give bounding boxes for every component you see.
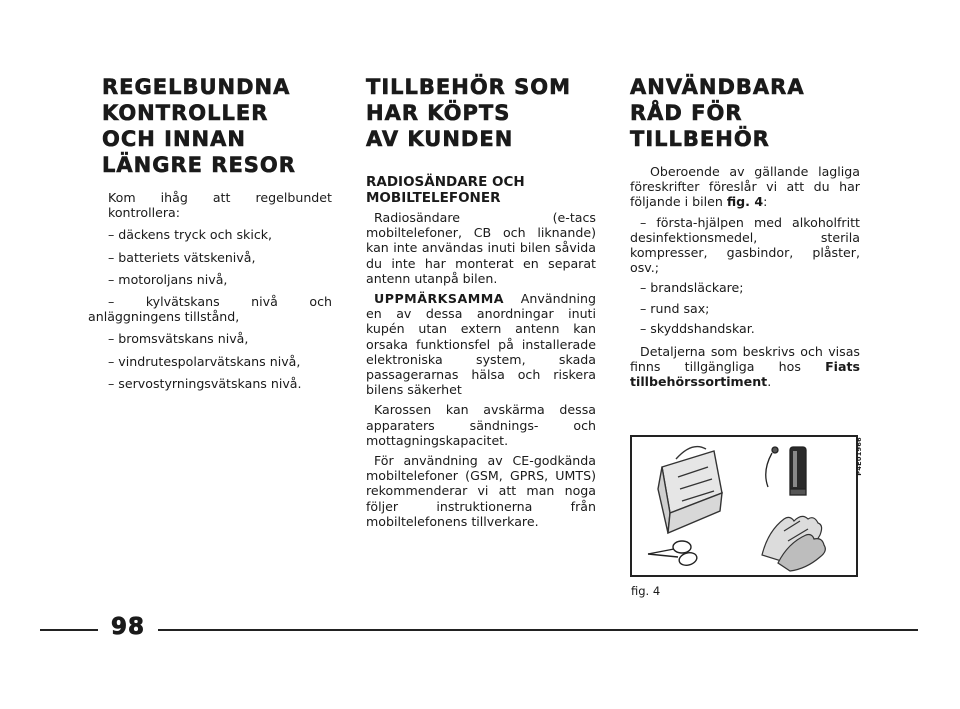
heading-line: LÄNGRE RESOR bbox=[102, 153, 296, 177]
heading-line: RÅD FÖR bbox=[630, 101, 743, 125]
check-item: – vindrutespolarvätskans nivå, bbox=[108, 353, 301, 369]
figure-caption: fig. 4 bbox=[631, 584, 661, 598]
heading-customer-accessories bbox=[366, 74, 596, 152]
radio-paragraph: Radiosändare (e-tacs mobiltelefoner, CB och liknande) kan inte användas inuti bilen såvida du inte har monterat en separat antenn utanpå bilen. bbox=[366, 210, 596, 286]
advice-availability: Detaljerna som beskrivs och visas finns tillgängliga hos Fiats tillbehörssortiment. bbox=[630, 344, 860, 390]
subheading-radio-transmitters bbox=[366, 174, 596, 206]
body-shielding-paragraph: Karossen kan avskärma dessa apparaters sändnings- och mottagningskapacitet. bbox=[366, 402, 596, 448]
column-customer-accessories bbox=[366, 74, 596, 534]
heading-line: AV KUNDEN bbox=[366, 127, 514, 151]
footer-rule-right bbox=[158, 629, 918, 631]
accessories-range: Fiats tillbehörssortiment bbox=[630, 359, 860, 390]
accessories-illustration bbox=[632, 437, 856, 575]
figure-accessories bbox=[630, 435, 858, 577]
warning-paragraph bbox=[366, 291, 596, 397]
footer-rule-left bbox=[40, 629, 98, 631]
heading-regular-checks bbox=[102, 74, 332, 178]
heading-line: REGELBUNDNA bbox=[102, 75, 291, 99]
heading-line: OCH INNAN bbox=[102, 127, 246, 151]
advice-item: – skyddshandskar. bbox=[640, 320, 755, 336]
warning-label: UPPMÄRKSAMMA bbox=[374, 291, 505, 307]
check-item: – motoroljans nivå, bbox=[108, 271, 228, 287]
ce-phones-paragraph: För användning av CE-godkända mobiltelefoner (GSM, GPRS, UMTS) rekommenderar vi att man noga följer instruktionerna från mobiltelefonens tillverkare. bbox=[366, 453, 596, 529]
advice-item: – första-hjälpen med alkoholfritt desinfektionsmedel, sterila kompresser, gasbindor, plåster, osv.; bbox=[630, 214, 860, 276]
advice-intro: Oberoende av gällande lagliga föreskrifter föreslår vi att du har följande i bilen fig. 4: bbox=[630, 164, 860, 210]
extinguisher-icon bbox=[766, 447, 806, 495]
page-number: 98 bbox=[110, 614, 145, 640]
warning-text: Användning en av dessa anordningar inuti kupén utan extern antenn kan orsaka funktionsfel på installerade elektroniska system, skada passagerarnas hälsa och riskera bilens säkerhet bbox=[366, 291, 596, 398]
heading-useful-advice bbox=[630, 74, 860, 152]
heading-line: KONTROLLER bbox=[102, 101, 269, 125]
subheading-line: RADIOSÄNDARE OCH bbox=[366, 174, 525, 190]
check-item: – batteriets vätskenivå, bbox=[108, 249, 256, 265]
checks-intro: Kom ihåg att regelbundet kontrollera: bbox=[108, 190, 332, 221]
check-item: – servostyrningsvätskans nivå. bbox=[108, 375, 302, 391]
check-item: – kylvätskans nivå och anläggningens tillstånd, bbox=[88, 294, 332, 325]
first-aid-kit-icon bbox=[658, 447, 722, 533]
figure-reference: fig. 4 bbox=[726, 194, 764, 210]
gloves-icon bbox=[762, 516, 825, 571]
column-useful-advice bbox=[630, 74, 860, 395]
check-item: – bromsvätskans nivå, bbox=[108, 331, 249, 347]
heading-line: TILLBEHÖR SOM bbox=[366, 75, 572, 99]
heading-line: HAR KÖPTS bbox=[366, 101, 511, 125]
heading-line: TILLBEHÖR bbox=[630, 127, 770, 151]
check-item: – däckens tryck och skick, bbox=[108, 227, 273, 243]
scissors-icon bbox=[648, 541, 698, 567]
figure-code: P4E01966 bbox=[855, 437, 863, 476]
heading-line: ANVÄNDBARA bbox=[630, 75, 805, 99]
advice-item: – rund sax; bbox=[640, 300, 710, 316]
subheading-line: MOBILTELEFONER bbox=[366, 190, 501, 206]
column-regular-checks bbox=[88, 74, 332, 398]
advice-item: – brandsläckare; bbox=[640, 280, 744, 296]
